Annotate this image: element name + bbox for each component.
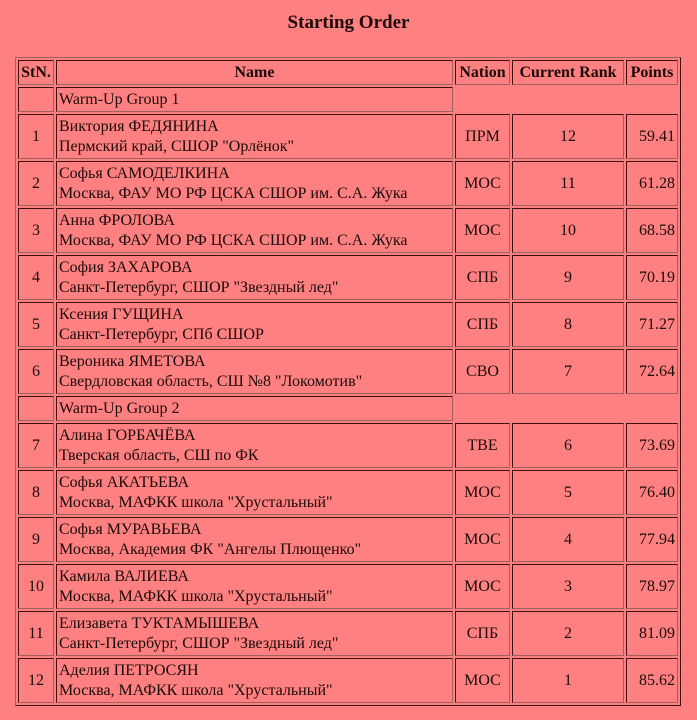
skater-club: Москва, ФАУ МО РФ ЦСКА СШОР им. С.А. Жука bbox=[59, 231, 408, 249]
points: 78.97 bbox=[626, 564, 678, 609]
start-number: 6 bbox=[18, 349, 54, 394]
points: 71.27 bbox=[626, 302, 678, 347]
col-header-stn: StN. bbox=[18, 60, 54, 85]
points: 72.64 bbox=[626, 349, 678, 394]
group-empty-cell bbox=[455, 396, 678, 421]
start-number: 5 bbox=[18, 302, 54, 347]
group-label: Warm-Up Group 2 bbox=[56, 396, 453, 421]
start-number: 1 bbox=[18, 114, 54, 159]
points: 70.19 bbox=[626, 255, 678, 300]
current-rank: 3 bbox=[512, 564, 624, 609]
current-rank: 4 bbox=[512, 517, 624, 562]
start-number: 4 bbox=[18, 255, 54, 300]
skater-row bbox=[18, 423, 678, 468]
skater-row bbox=[18, 564, 678, 609]
current-rank: 2 bbox=[512, 611, 624, 656]
skater-name: Ксения ГУЩИНА bbox=[59, 305, 184, 323]
skater-name: Аделия ПЕТРОСЯН bbox=[59, 661, 199, 679]
current-rank: 1 bbox=[512, 658, 624, 703]
nation: СПБ bbox=[455, 302, 510, 347]
nation: СПБ bbox=[455, 255, 510, 300]
current-rank: 5 bbox=[512, 470, 624, 515]
skater-row bbox=[18, 349, 678, 394]
skater-club: Пермский край, СШОР "Орлёнок" bbox=[59, 137, 295, 155]
skater-cell bbox=[56, 255, 453, 300]
start-number: 2 bbox=[18, 161, 54, 206]
start-number: 12 bbox=[18, 658, 54, 703]
nation: СВО bbox=[455, 349, 510, 394]
skater-cell bbox=[56, 302, 453, 347]
skater-cell bbox=[56, 564, 453, 609]
points: 59.41 bbox=[626, 114, 678, 159]
skater-club: Москва, Академия ФК "Ангелы Плющенко" bbox=[59, 540, 362, 558]
skater-row bbox=[18, 517, 678, 562]
skater-cell bbox=[56, 161, 453, 206]
skater-cell bbox=[56, 423, 453, 468]
warm-up-group-row bbox=[18, 87, 678, 112]
skater-row bbox=[18, 611, 678, 656]
skater-row bbox=[18, 470, 678, 515]
start-number: 7 bbox=[18, 423, 54, 468]
skater-cell bbox=[56, 470, 453, 515]
nation: МОС bbox=[455, 470, 510, 515]
group-stn-cell bbox=[18, 396, 54, 421]
skater-name: София ЗАХАРОВА bbox=[59, 258, 193, 276]
skater-name: Софья САМОДЕЛКИНА bbox=[59, 164, 230, 182]
skater-row bbox=[18, 658, 678, 703]
group-stn-cell bbox=[18, 87, 54, 112]
nation: МОС bbox=[455, 517, 510, 562]
skater-row bbox=[18, 208, 678, 253]
nation: МОС bbox=[455, 658, 510, 703]
current-rank: 10 bbox=[512, 208, 624, 253]
start-number: 10 bbox=[18, 564, 54, 609]
skater-club: Москва, МАФКК школа "Хрустальный" bbox=[59, 681, 333, 699]
skater-club: Москва, ФАУ МО РФ ЦСКА СШОР им. С.А. Жука bbox=[59, 184, 408, 202]
current-rank: 12 bbox=[512, 114, 624, 159]
header-row bbox=[18, 60, 678, 85]
starting-order-table bbox=[15, 57, 681, 706]
skater-club: Санкт-Петербург, СПб СШОР bbox=[59, 325, 264, 343]
current-rank: 11 bbox=[512, 161, 624, 206]
skater-row bbox=[18, 255, 678, 300]
nation: МОС bbox=[455, 208, 510, 253]
skater-cell bbox=[56, 611, 453, 656]
points: 61.28 bbox=[626, 161, 678, 206]
skater-club: Санкт-Петербург, СШОР "Звездный лед" bbox=[59, 278, 339, 296]
nation: МОС bbox=[455, 161, 510, 206]
skater-name: Виктория ФЕДЯНИНА bbox=[59, 117, 219, 135]
nation: ТВЕ bbox=[455, 423, 510, 468]
current-rank: 8 bbox=[512, 302, 624, 347]
current-rank: 6 bbox=[512, 423, 624, 468]
skater-cell bbox=[56, 114, 453, 159]
warm-up-group-row bbox=[18, 396, 678, 421]
skater-club: Санкт-Петербург, СШОР "Звездный лед" bbox=[59, 634, 339, 652]
current-rank: 7 bbox=[512, 349, 624, 394]
nation: ПРМ bbox=[455, 114, 510, 159]
skater-name: Камила ВАЛИЕВА bbox=[59, 567, 189, 585]
points: 73.69 bbox=[626, 423, 678, 468]
col-header-rank: Current Rank bbox=[512, 60, 624, 85]
skater-club: Москва, МАФКК школа "Хрустальный" bbox=[59, 587, 333, 605]
points: 76.40 bbox=[626, 470, 678, 515]
col-header-points: Points bbox=[626, 60, 678, 85]
group-empty-cell bbox=[455, 87, 678, 112]
start-number: 3 bbox=[18, 208, 54, 253]
current-rank: 9 bbox=[512, 255, 624, 300]
points: 68.58 bbox=[626, 208, 678, 253]
col-header-nation: Nation bbox=[455, 60, 510, 85]
skater-club: Свердловская область, СШ №8 "Локомотив" bbox=[59, 372, 363, 390]
skater-cell bbox=[56, 208, 453, 253]
col-header-name: Name bbox=[56, 60, 453, 85]
points: 77.94 bbox=[626, 517, 678, 562]
points: 85.62 bbox=[626, 658, 678, 703]
skater-cell bbox=[56, 658, 453, 703]
skater-name: Анна ФРОЛОВА bbox=[59, 211, 175, 229]
skater-row bbox=[18, 114, 678, 159]
skater-cell bbox=[56, 517, 453, 562]
page-title: Starting Order bbox=[287, 12, 410, 33]
nation: СПБ bbox=[455, 611, 510, 656]
start-number: 11 bbox=[18, 611, 54, 656]
group-label: Warm-Up Group 1 bbox=[56, 87, 453, 112]
nation: МОС bbox=[455, 564, 510, 609]
skater-row bbox=[18, 302, 678, 347]
start-number: 8 bbox=[18, 470, 54, 515]
skater-name: Елизавета ТУКТАМЫШЕВА bbox=[59, 614, 260, 632]
skater-row bbox=[18, 161, 678, 206]
points: 81.09 bbox=[626, 611, 678, 656]
skater-cell bbox=[56, 349, 453, 394]
skater-club: Москва, МАФКК школа "Хрустальный" bbox=[59, 493, 333, 511]
skater-name: Вероника ЯМЕТОВА bbox=[59, 352, 206, 370]
skater-name: Алина ГОРБАЧЁВА bbox=[59, 426, 196, 444]
skater-name: Софья МУРАВЬЕВА bbox=[59, 520, 202, 538]
start-number: 9 bbox=[18, 517, 54, 562]
skater-club: Тверская область, СШ по ФК bbox=[59, 446, 259, 464]
skater-name: Софья АКАТЬЕВА bbox=[59, 473, 190, 491]
